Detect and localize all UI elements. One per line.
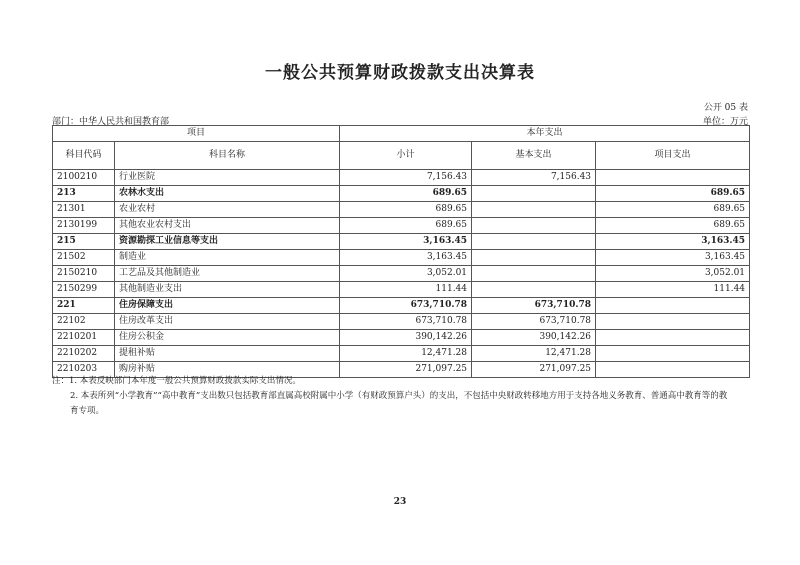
table-row: [53, 330, 750, 346]
row-basic: 271,097.25: [472, 362, 596, 378]
table-row: [53, 250, 750, 266]
row-basic: 7,156.43: [472, 170, 596, 186]
row-code: 21502: [53, 250, 115, 266]
row-basic: 390,142.26: [472, 330, 596, 346]
row-basic: [472, 282, 596, 298]
row-code: 213: [53, 186, 115, 202]
table-row: [53, 218, 750, 234]
row-name: 农林水支出: [115, 186, 340, 202]
row-name: 住房改革支出: [115, 314, 340, 330]
row-subtotal: 12,471.28: [340, 346, 472, 362]
row-subtotal: 7,156.43: [340, 170, 472, 186]
row-project: 3,163.45: [596, 234, 750, 250]
row-code: 2150299: [53, 282, 115, 298]
table-row: [53, 234, 750, 250]
row-name: 工艺品及其他制造业: [115, 266, 340, 282]
row-subtotal: 673,710.78: [340, 314, 472, 330]
table-row: [53, 346, 750, 362]
row-code: 2150210: [53, 266, 115, 282]
row-project: [596, 170, 750, 186]
row-name: 住房公积金: [115, 330, 340, 346]
row-name: 提租补贴: [115, 346, 340, 362]
unit-label: 单位：万元: [702, 117, 748, 127]
row-subtotal: 111.44: [340, 282, 472, 298]
row-code: 22102: [53, 314, 115, 330]
table-row: [53, 170, 750, 186]
table-row: [53, 266, 750, 282]
row-subtotal: 3,163.45: [340, 250, 472, 266]
row-name: 其他制造业支出: [115, 282, 340, 298]
row-code: 2210202: [53, 346, 115, 362]
row-basic: [472, 218, 596, 234]
note-2: 2. 本表所列“小学教育”“高中教育”支出数只包括教育部直属高校附属中小学（有财政预算户头）的支出，不包括中央财政转移地方用于支持各地义务教育、普通高中教育等的教: [70, 391, 728, 401]
header-basic: 基本支出: [472, 142, 596, 170]
row-basic: [472, 202, 596, 218]
row-code: 21301: [53, 202, 115, 218]
row-basic: [472, 250, 596, 266]
row-name: 购房补贴: [115, 362, 340, 378]
row-name: 住房保障支出: [115, 298, 340, 314]
department-label: 部门：中华人民共和国教育部: [52, 117, 170, 127]
row-project: [596, 330, 750, 346]
row-code: 2210201: [53, 330, 115, 346]
row-project: [596, 314, 750, 330]
note-2-continued: 育专项。: [70, 406, 105, 416]
row-code: 221: [53, 298, 115, 314]
expenditure-table: [52, 125, 750, 378]
header-project: 项目支出: [596, 142, 750, 170]
row-subtotal: 3,163.45: [340, 234, 472, 250]
row-name: 行业医院: [115, 170, 340, 186]
table-row: [53, 298, 750, 314]
row-basic: 12,471.28: [472, 346, 596, 362]
row-name: 农业农村: [115, 202, 340, 218]
table-row: [53, 202, 750, 218]
row-name: 制造业: [115, 250, 340, 266]
header-name: 科目名称: [115, 142, 340, 170]
row-basic: [472, 266, 596, 282]
page-title: 一般公共预算财政拨款支出决算表: [265, 63, 535, 83]
header-item-group: 项目: [53, 126, 340, 142]
row-basic: [472, 234, 596, 250]
row-subtotal: 689.65: [340, 186, 472, 202]
row-subtotal: 673,710.78: [340, 298, 472, 314]
notes: [52, 374, 752, 419]
header-current-group: 本年支出: [340, 126, 750, 142]
form-code: 公开 05 表: [703, 103, 748, 113]
row-project: 3,163.45: [596, 250, 750, 266]
row-subtotal: 689.65: [340, 202, 472, 218]
note-1: 注：1. 本表反映部门本年度一般公共预算财政拨款实际支出情况。: [52, 376, 301, 386]
table-row: [53, 186, 750, 202]
row-project: 689.65: [596, 186, 750, 202]
row-subtotal: 271,097.25: [340, 362, 472, 378]
row-code: 2210203: [53, 362, 115, 378]
row-project: 3,052.01: [596, 266, 750, 282]
page-number: 23: [393, 497, 407, 507]
row-code: 2100210: [53, 170, 115, 186]
row-basic: 673,710.78: [472, 298, 596, 314]
header-code: 科目代码: [53, 142, 115, 170]
header-subtotal: 小计: [340, 142, 472, 170]
row-name: 其他农业农村支出: [115, 218, 340, 234]
row-subtotal: 689.65: [340, 218, 472, 234]
row-project: [596, 298, 750, 314]
row-basic: [472, 186, 596, 202]
row-project: [596, 346, 750, 362]
row-subtotal: 390,142.26: [340, 330, 472, 346]
row-code: 2130199: [53, 218, 115, 234]
row-project: 111.44: [596, 282, 750, 298]
row-code: 215: [53, 234, 115, 250]
table-row: [53, 282, 750, 298]
row-project: 689.65: [596, 218, 750, 234]
row-subtotal: 3,052.01: [340, 266, 472, 282]
table-row: [53, 314, 750, 330]
row-basic: 673,710.78: [472, 314, 596, 330]
row-project: 689.65: [596, 202, 750, 218]
row-name: 资源勘探工业信息等支出: [115, 234, 340, 250]
